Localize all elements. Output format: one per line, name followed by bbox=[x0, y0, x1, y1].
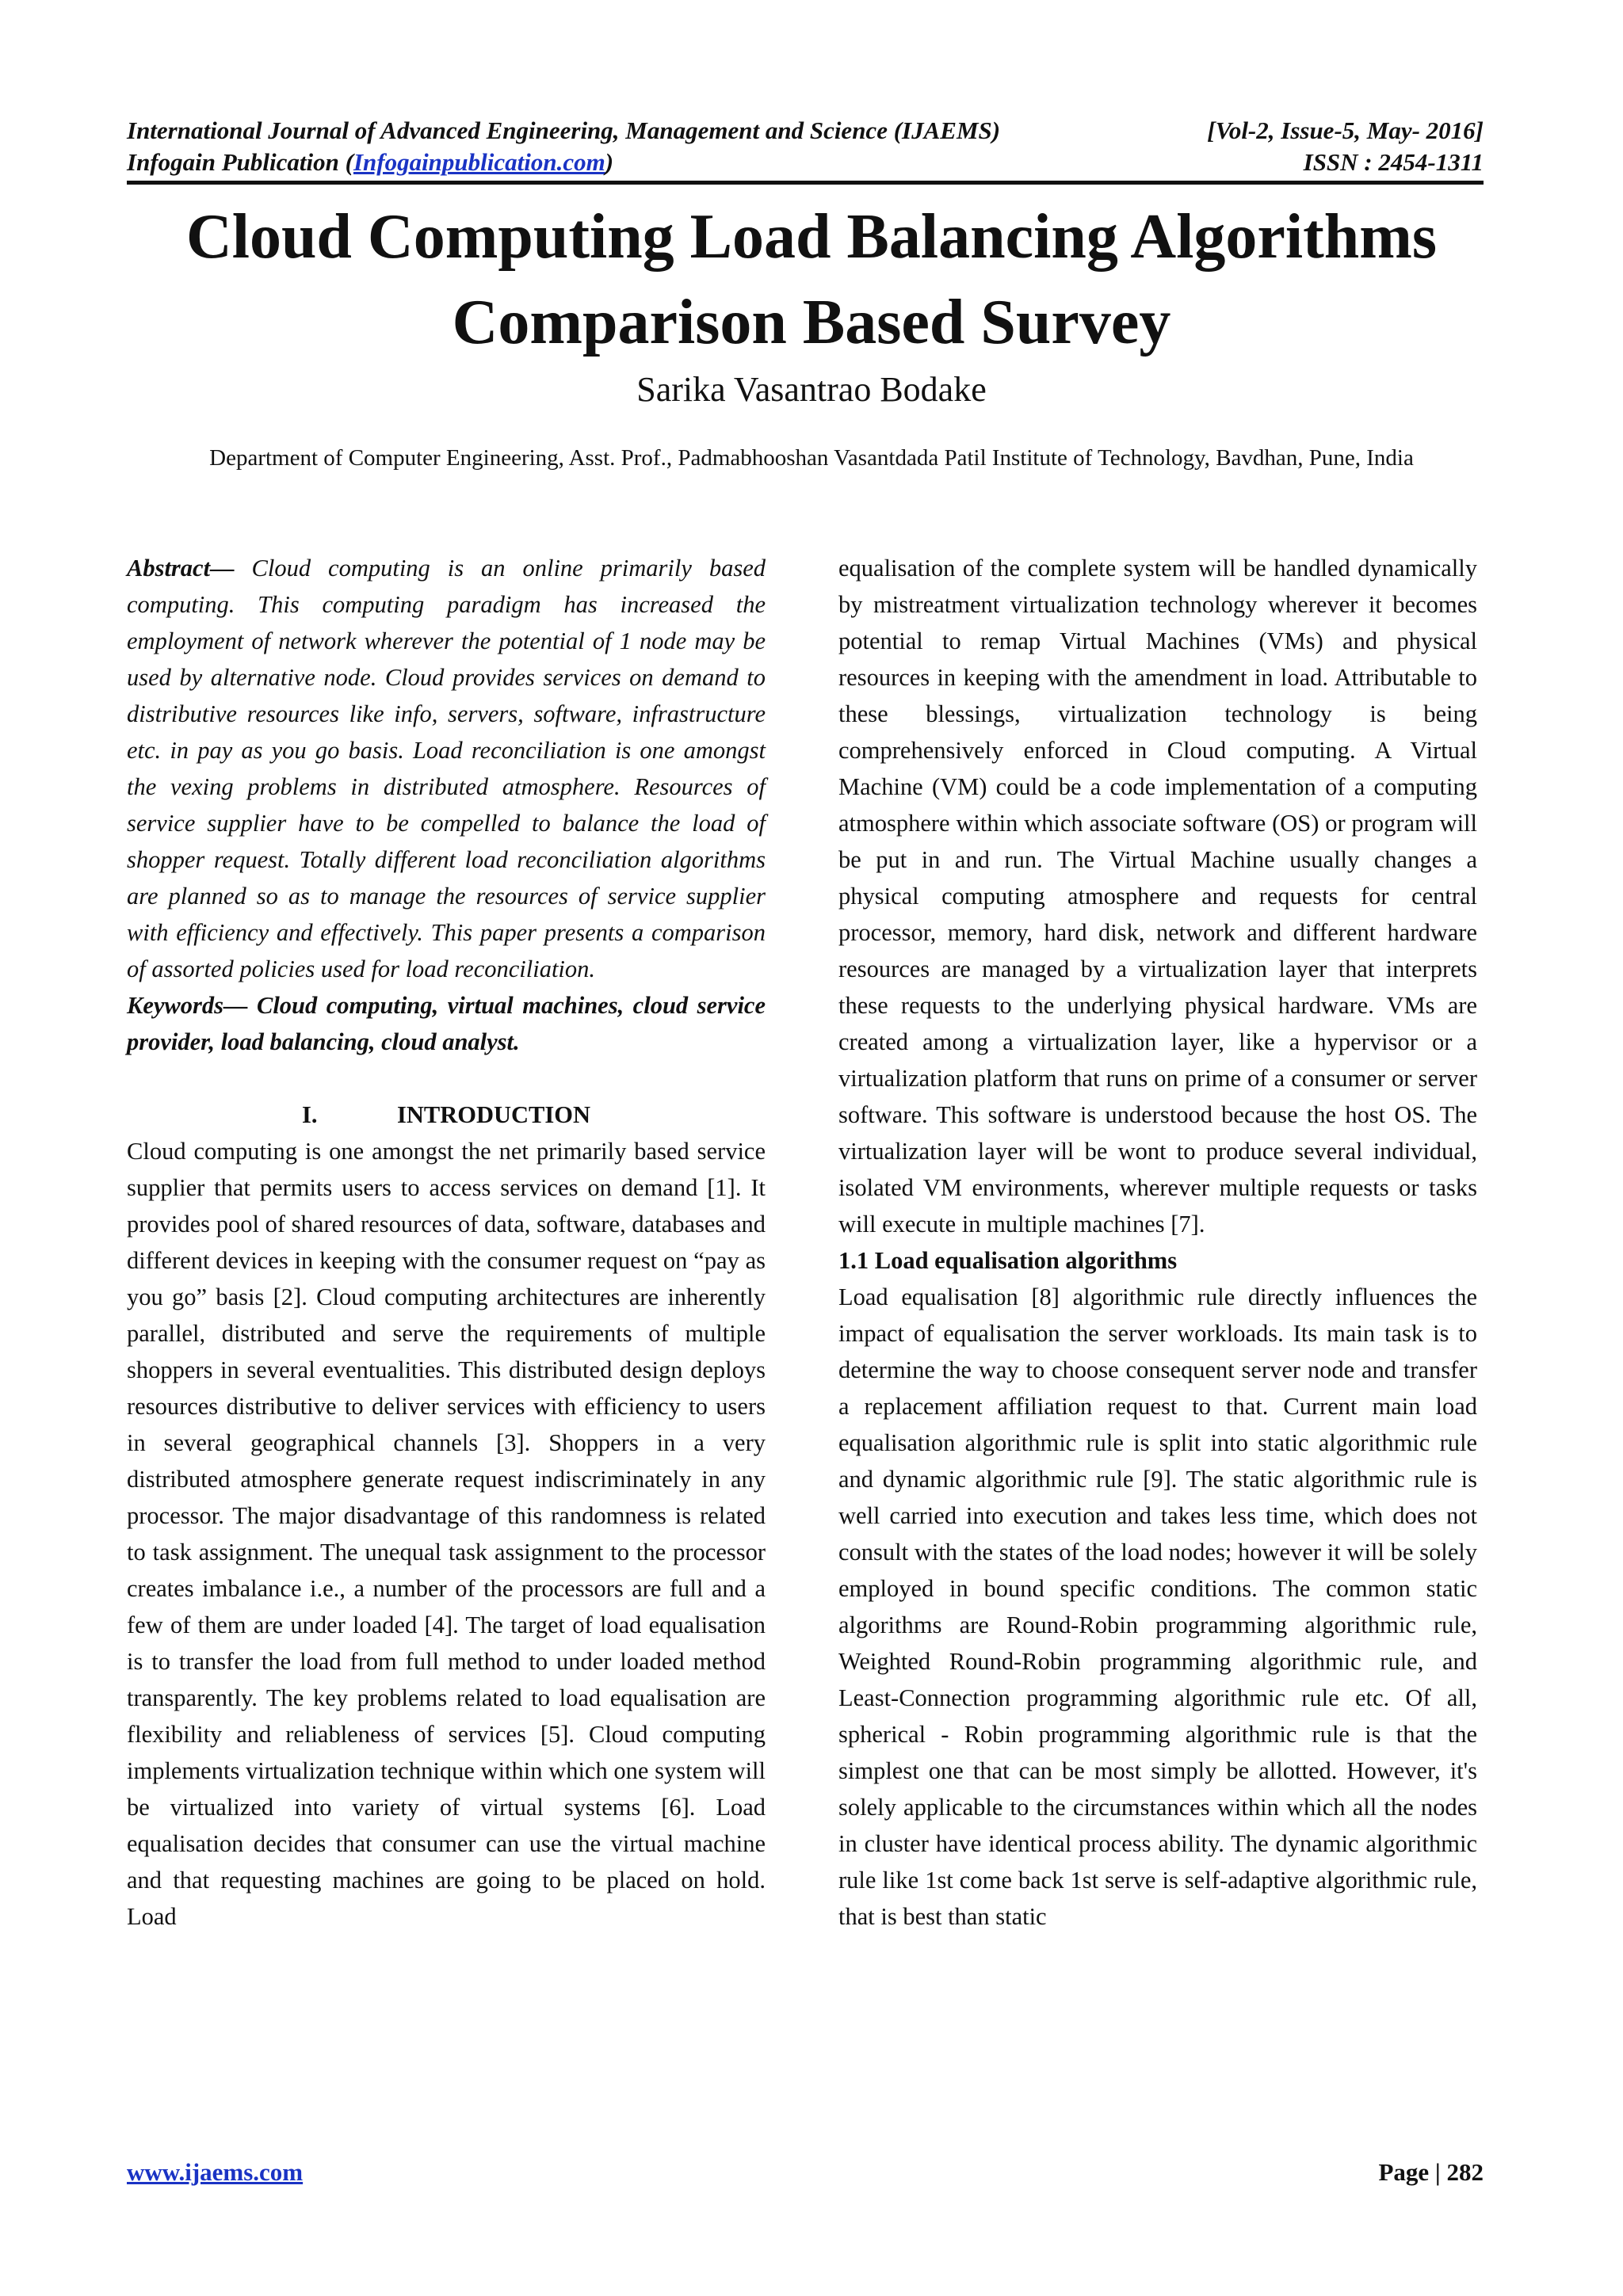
header-rule bbox=[127, 181, 1484, 185]
abstract-text: Cloud computing is an online primarily based computing. This computing paradigm has increased the employment of network wherever the potential of 1 node may be used by alternative node. Cloud provides services on demand to distributive resources like info, servers, software, infrastructure etc. in pay as you go basis. Load reconciliation is one amongst the vexing problems in distributed atmosphere. Resources of service supplier have to be compelled to balance the load of shopper request. Totally different load reconciliation algorithms are planned so as to manage the resources of service supplier with efficiency and effectively. This paper presents a comparison of assorted policies used for load reconciliation. bbox=[127, 555, 766, 982]
page-number: Page | 282 bbox=[1378, 2158, 1484, 2186]
section-heading-introduction bbox=[127, 1097, 766, 1133]
subsection-heading: 1.1 Load equalisation algorithms bbox=[838, 1247, 1178, 1274]
abstract-label: Abstract— bbox=[127, 555, 235, 582]
abstract bbox=[127, 550, 766, 987]
section-number: I. bbox=[301, 1101, 318, 1128]
publisher-prefix: Infogain Publication ( bbox=[127, 148, 353, 176]
right-column bbox=[838, 550, 1477, 1935]
author-name: Sarika Vasantrao Bodake bbox=[636, 370, 987, 409]
journal-name: International Journal of Advanced Engineering, Management and Science (IJAEMS) bbox=[127, 116, 1001, 144]
footer-website-link[interactable]: www.ijaems.com bbox=[127, 2158, 304, 2186]
journal-volume: [Vol-2, Issue-5, May- 2016] bbox=[1207, 116, 1484, 144]
subsection-paragraph: Load equalisation [8] algorithmic rule directly influences the impact of equalisation the server workloads. Its main task is to determine the way to choose consequent server node and transfer a replacement affiliation request to that. Current main load equalisation algorithmic rule is split into static algorithmic rule and dynamic algorithmic rule [9]. The static algorithmic rule is well carried into execution and takes less time, which does not consult with the states of the load nodes; however it will be solely employed in bound specific conditions. The common static algorithms are Round-Robin programming algorithmic rule, Weighted Round-Robin programming algorithmic rule, and Least-Connection programming algorithmic rule etc. Of all, spherical - Robin programming algorithmic rule is that the simplest one that can be most simply be allotted. However, it's solely applicable to the circumstances within which all the nodes in cluster have identical process ability. The dynamic algorithmic rule like 1st come back 1st serve is self-adaptive algorithmic rule, that is best than static bbox=[838, 1283, 1477, 1930]
paper-title-line-1: Cloud Computing Load Balancing Algorithms bbox=[185, 202, 1438, 272]
introduction-continued-paragraph: equalisation of the complete system will be handled dynamically by mistreatment virtualization technology wherever it becomes potential to remap Virtual Machines (VMs) and physical resources in keeping with the amendment in load. Attributable to these blessings, virtualization technology is being comprehensively enforced in Cloud computing. A Virtual Machine (VM) could be a code implementation of a computing atmosphere within which associate software (OS) or program will be put in and run. The Virtual Machine usually changes a physical computing atmosphere and requests for central processor, memory, hard disk, network and different hardware resources are managed by a virtualization layer that interprets these requests to the underlying physical hardware. VMs are created among a virtualization layer, like a hypervisor or a virtualization platform that runs on prime of a consumer or server software. This software is understood because the host OS. The virtualization layer will be wont to produce several individual, isolated VM environments, wherever multiple requests or tasks will execute in multiple machines [7]. bbox=[838, 555, 1477, 1238]
paper-title-line-2: Comparison Based Survey bbox=[452, 288, 1171, 357]
introduction-paragraph: Cloud computing is one amongst the net primarily based service supplier that permits users to access services on demand [1]. It provides pool of shared resources of data, software, databases and different devices in keeping with the consumer request on “pay as you go” basis [2]. Cloud computing architectures are inherently parallel, distributed and serve the requirements of multiple shoppers in several eventualities. This distributed design deploys resources distributive to deliver services with efficiency to users in several geographical channels [3]. Shoppers in a very distributed atmosphere generate request indiscriminately in any processor. The major disadvantage of this randomness is related to task assignment. The unequal task assignment to the processor creates imbalance i.e., a number of the processors are full and a few of them are under loaded [4]. The target of load equalisation is to transfer the load from full method to under loaded method transparently. The key problems related to load equalisation are flexibility and reliableness of services [5]. Cloud computing implements virtualization technique within which one system will be virtualized into variety of virtual systems [6]. Load equalisation decides that consumer can use the virtual machine and that requesting machines are going to be placed on hold. Load bbox=[127, 1138, 766, 1930]
issn: ISSN : 2454-1311 bbox=[1303, 148, 1484, 176]
section-title: INTRODUCTION bbox=[396, 1101, 591, 1128]
publisher-suffix: ) bbox=[605, 148, 614, 176]
left-column bbox=[127, 550, 766, 1935]
running-header-journal bbox=[127, 116, 1484, 146]
page-footer bbox=[127, 2157, 1484, 2188]
publisher-link[interactable]: Infogainpublication.com bbox=[353, 148, 605, 176]
keywords: Keywords— Cloud computing, virtual machines, cloud service provider, load balancing, cloud analyst. bbox=[127, 992, 766, 1055]
author-affiliation: Department of Computer Engineering, Asst. Prof., Padmabhooshan Vasantdada Patil Institute of Technology, Bavdhan, Pune, India bbox=[209, 445, 1414, 471]
running-header-publisher bbox=[127, 147, 1484, 177]
